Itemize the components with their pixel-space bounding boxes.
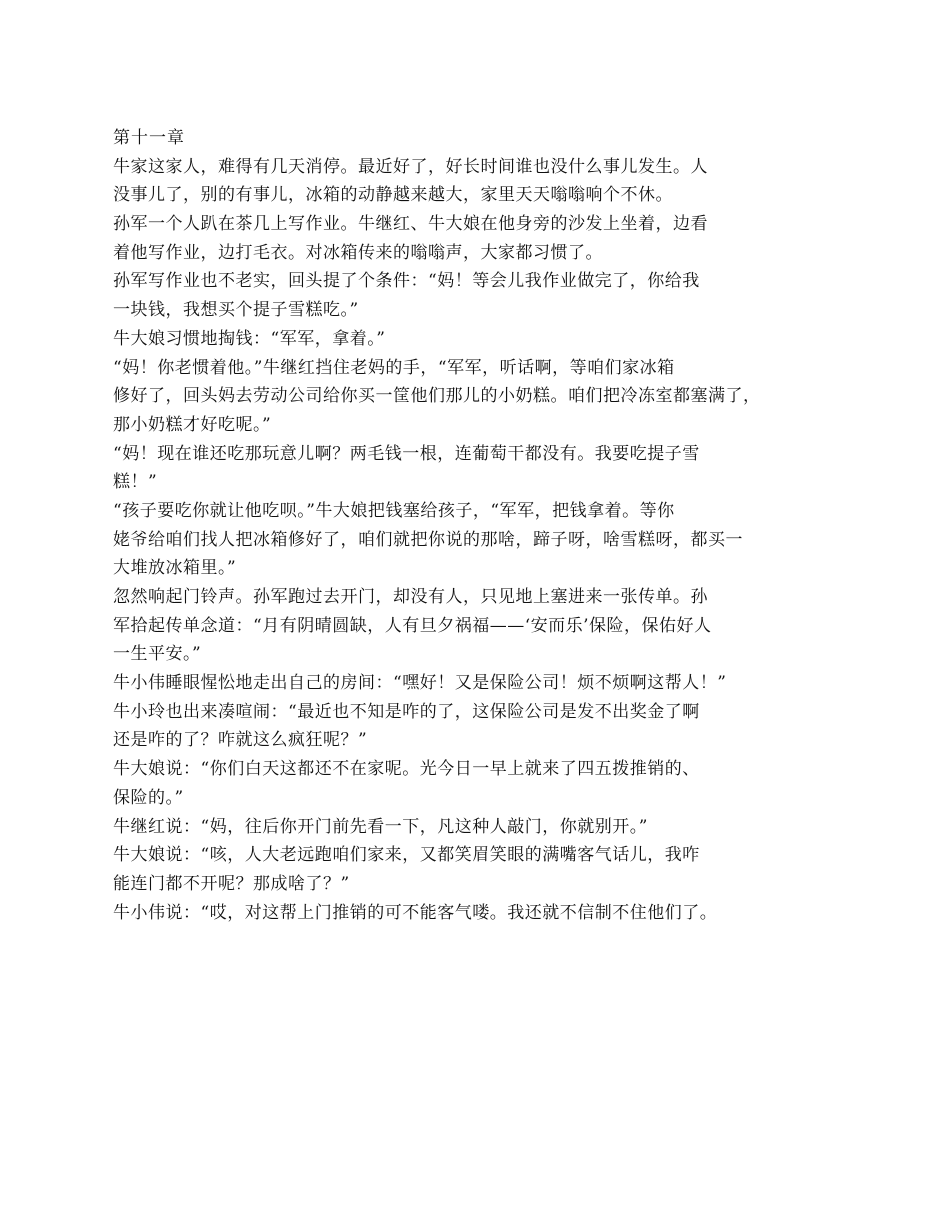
text-line: “妈！现在谁还吃那玩意儿啊？两毛钱一根，连葡萄干都没有。我要吃提子雪 xyxy=(113,443,700,464)
text-line: 军拾起传单念道：“月有阴晴圆缺，人有旦夕祸福——‘安而乐’保险，保佑好人 xyxy=(113,615,712,636)
text-line: “妈！你老惯着他。”牛继红挡住老妈的手，“军军，听话啊，等咱们家冰箱 xyxy=(113,357,675,378)
text-line: 牛小伟说：“哎，对这帮上门推销的可不能客气喽。我还就不信制不住他们了。 xyxy=(113,902,718,923)
text-line: 还是咋的了？咋就这么疯狂呢？” xyxy=(113,730,368,751)
text-line: 修好了，回头妈去劳动公司给你买一筐他们那儿的小奶糕。咱们把冷冻室都塞满了， xyxy=(113,386,761,407)
text-line: “孩子要吃你就让他吃呗。”牛大娘把钱塞给孩子，“军军，把钱拿着。等你 xyxy=(113,500,675,521)
text-line: 牛小伟睡眼惺忪地走出自己的房间：“嘿好！又是保险公司！烦不烦啊这帮人！” xyxy=(113,673,727,694)
text-line: 牛家这家人，难得有几天消停。最近好了，好长时间谁也没什么事儿发生。人 xyxy=(113,156,708,177)
text-line: 一生平安。” xyxy=(113,644,202,665)
text-line: 糕！” xyxy=(113,472,158,493)
text-line: 那小奶糕才好吃呢。” xyxy=(113,414,272,435)
text-line: 牛大娘说：“咳，人大老远跑咱们家来，又都笑眉笑眼的满嘴客气话儿，我咋 xyxy=(113,845,700,866)
chapter-title: 第十一章 xyxy=(113,128,185,148)
text-line: 孙军一个人趴在茶几上写作业。牛继红、牛大娘在他身旁的沙发上坐着，边看 xyxy=(113,214,708,235)
text-line: 能连门都不开呢？那成啥了？” xyxy=(113,873,350,894)
text-line: 一块钱，我想买个提子雪糕吃。” xyxy=(113,300,359,321)
text-line: 忽然响起门铃声。孙军跑过去开门，却没有人，只见地上塞进来一张传单。孙 xyxy=(113,587,708,607)
text-line: 大堆放冰箱里。” xyxy=(113,558,237,579)
text-line: 着他写作业，边打毛衣。对冰箱传来的嗡嗡声，大家都习惯了。 xyxy=(113,242,603,263)
text-line: 保险的。” xyxy=(113,787,184,808)
document-body xyxy=(113,124,803,927)
text-line: 牛大娘习惯地掏钱：“军军，拿着。” xyxy=(113,328,386,349)
text-line: 牛小玲也出来凑喧闹：“最近也不知是咋的了，这保险公司是发不出奖金了啊 xyxy=(113,701,700,722)
text-line: 没事儿了，别的有事儿，冰箱的动静越来越大，家里天天嗡嗡响个不休。 xyxy=(113,185,673,206)
text-line: 姥爷给咱们找人把冰箱修好了，咱们就把你说的那啥，蹄子呀，啥雪糕呀，都买一 xyxy=(113,529,743,550)
text-line: 牛继红说：“妈，往后你开门前先看一下，凡这种人敲门，你就别开。” xyxy=(113,816,648,837)
text-line: 孙军写作业也不老实，回头提了个条件：“妈！等会儿我作业做完了，你给我 xyxy=(113,271,700,292)
text-line: 牛大娘说：“你们白天这都还不在家呢。光今日一早上就来了四五拨推销的、 xyxy=(113,759,700,780)
